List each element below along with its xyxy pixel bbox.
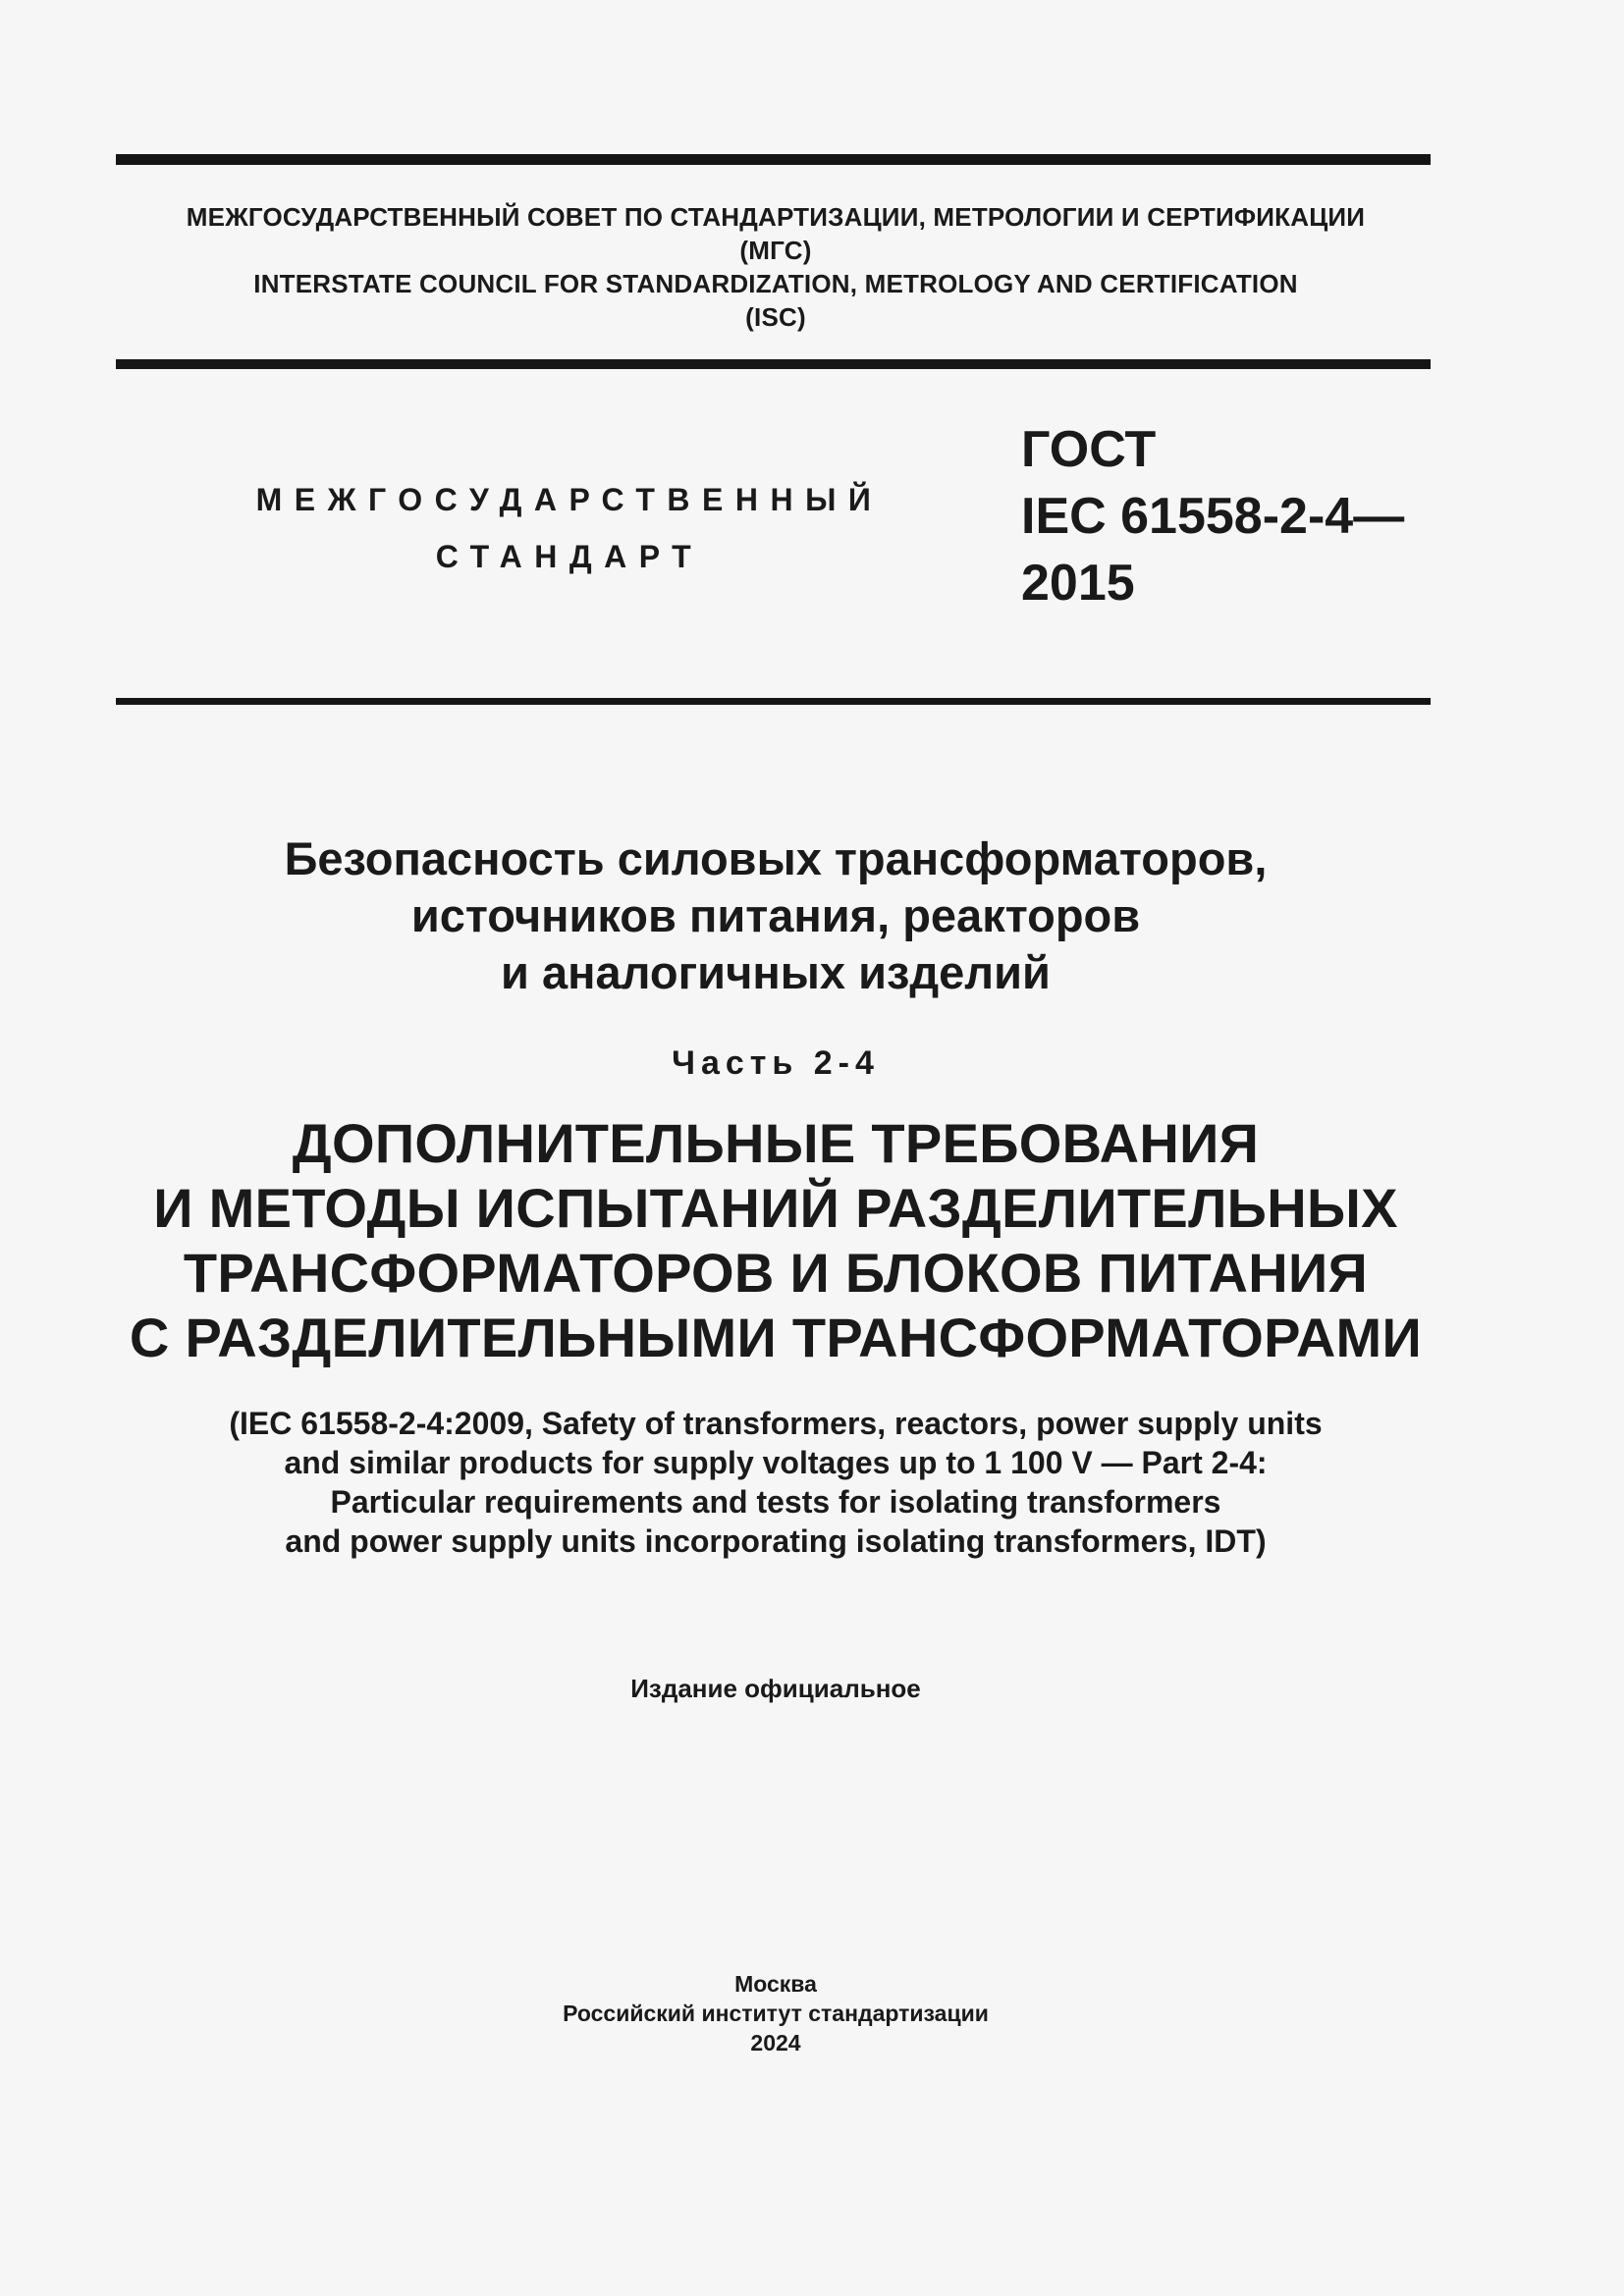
council-ru-abbr: (МГС)	[739, 236, 812, 265]
header-rule	[116, 359, 1431, 369]
subtitle-line: И МЕТОДЫ ИСПЫТАНИЙ РАЗДЕЛИТЕЛЬНЫХ	[153, 1177, 1398, 1239]
standard-kind-line1: МЕЖГОСУДАРСТВЕННЫЙ	[255, 482, 884, 517]
standard-kind	[226, 471, 913, 585]
main-title	[0, 830, 1551, 1001]
iec-line: (IEC 61558-2-4:2009, Safety of transformers, reactors, power supply units	[229, 1406, 1323, 1441]
council-header	[0, 200, 1551, 334]
standard-designation	[1021, 416, 1404, 616]
subtitle	[0, 1111, 1551, 1370]
main-title-line: Безопасность силовых трансформаторов,	[284, 832, 1268, 884]
standard-kind-line2: СТАНДАРТ	[435, 539, 704, 574]
council-ru: МЕЖГОСУДАРСТВЕННЫЙ СОВЕТ ПО СТАНДАРТИЗАЦИИ, МЕТРОЛОГИИ И СЕРТИФИКАЦИИ	[186, 202, 1366, 232]
main-title-line: и аналогичных изделий	[501, 946, 1051, 998]
publisher-city: Москва	[734, 1971, 817, 1997]
council-en-abbr: (ISC)	[745, 302, 806, 332]
iec-line: and power supply units incorporating isolating transformers, IDT)	[285, 1523, 1267, 1559]
iec-line: and similar products for supply voltages up to 1 100 V — Part 2-4:	[284, 1445, 1268, 1480]
subtitle-line: ДОПОЛНИТЕЛЬНЫЕ ТРЕБОВАНИЯ	[292, 1112, 1260, 1174]
publisher-block	[0, 1969, 1551, 2057]
part-number: Часть 2-4	[672, 1044, 880, 1082]
designation-line2: IEC 61558-2-4—	[1021, 488, 1405, 545]
council-en: INTERSTATE COUNCIL FOR STANDARDIZATION, METROLOGY AND CERTIFICATION	[253, 269, 1298, 298]
publisher-year: 2024	[750, 2030, 801, 2056]
subtitle-line: ТРАНСФОРМАТОРОВ И БЛОКОВ ПИТАНИЯ	[183, 1242, 1369, 1304]
iec-reference	[0, 1404, 1551, 1561]
main-title-line: источников питания, реакторов	[410, 889, 1141, 941]
publisher-name: Российский институт стандартизации	[563, 2001, 989, 2026]
top-rule	[116, 154, 1431, 165]
designation-rule	[116, 698, 1431, 705]
designation-line1: ГОСТ	[1021, 421, 1157, 478]
subtitle-line: С РАЗДЕЛИТЕЛЬНЫМИ ТРАНСФОРМАТОРАМИ	[129, 1307, 1423, 1368]
edition-label: Издание официальное	[630, 1674, 921, 1703]
designation-line3: 2015	[1021, 555, 1135, 612]
iec-line: Particular requirements and tests for isolating transformers	[330, 1484, 1221, 1520]
